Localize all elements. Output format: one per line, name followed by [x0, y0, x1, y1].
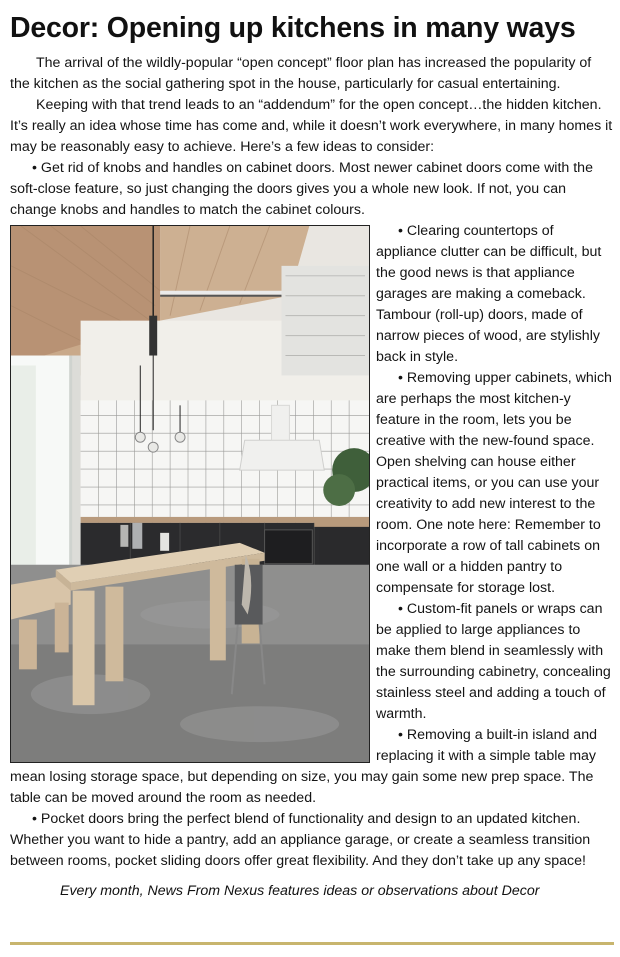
article-title: Decor: Opening up kitchens in many ways: [10, 12, 576, 44]
paragraph-intro: The arrival of the wildly-popular “open concept” floor plan has increased the popularity of the kitchen as the social gathering spot in the house, particularly for casual entertaining.: [10, 55, 592, 92]
tip-appliance-panels-text: • Custom-fit panels or wraps can be applied to large appliances to make them blend in seamlessly with the surrounding cabinetry, concealing stainless steel and adding a touch of warmth.: [376, 601, 611, 722]
tip-countertops-text: • Clearing countertops of appliance clutter can be difficult, but the good news is that appliance garages are making a comeback. Tambour (roll-up) doors, made of narrow pieces of wood, are stylishly back in style.: [376, 223, 602, 365]
footer-divider: [10, 942, 614, 945]
tip-knobs-handles-text: • Get rid of knobs and handles on cabinet doors. Most newer cabinet doors come with the soft-close feature, so just changing the doors gives you a whole new look. If not, you can change knobs and handles to match the cabinet colours.: [10, 160, 593, 218]
kitchen-photo: [10, 225, 370, 763]
tip-upper-cabinets-text: • Removing upper cabinets, which are perhaps the most kitchen-y feature in the room, lets you be creative with the new-found space. Open shelving can house either practical items, or you can use your creativity to add new interest to the room. One note here: Remember to incorporate a row of tall cabinets on one wall or a hidden pantry to compensate for storage lost.: [376, 370, 612, 596]
paragraph-hidden-kitchen: Keeping with that trend leads to an “addendum” for the open concept…the hidden kitchen. It’s really an idea whose time has come and, while it doesn’t work everywhere, in many homes it may be reasonably easy to achieve. Here’s a few ideas to consider:: [10, 97, 613, 155]
kitchen-illustration: [11, 226, 369, 762]
article-body: [10, 53, 614, 872]
tip-pocket-doors-text: • Pocket doors bring the perfect blend of functionality and design to an updated kitchen. Whether you want to hide a pantry, add an appliance garage, or create a seamless transition between rooms, pocket sliding doors offer great flexibility. And they don’t take up any space!: [10, 811, 591, 869]
footer-note: Every month, News From Nexus features ideas or observations about Decor: [60, 883, 540, 899]
tip-knobs-handles: [10, 158, 614, 221]
tip-island-table-text: • Removing a built-in island and replacing it with a simple table may mean losing storage space, but depending on size, you may gain some new prep space. The table can be moved around the room as needed.: [10, 727, 597, 806]
tip-pocket-doors: [10, 809, 614, 872]
